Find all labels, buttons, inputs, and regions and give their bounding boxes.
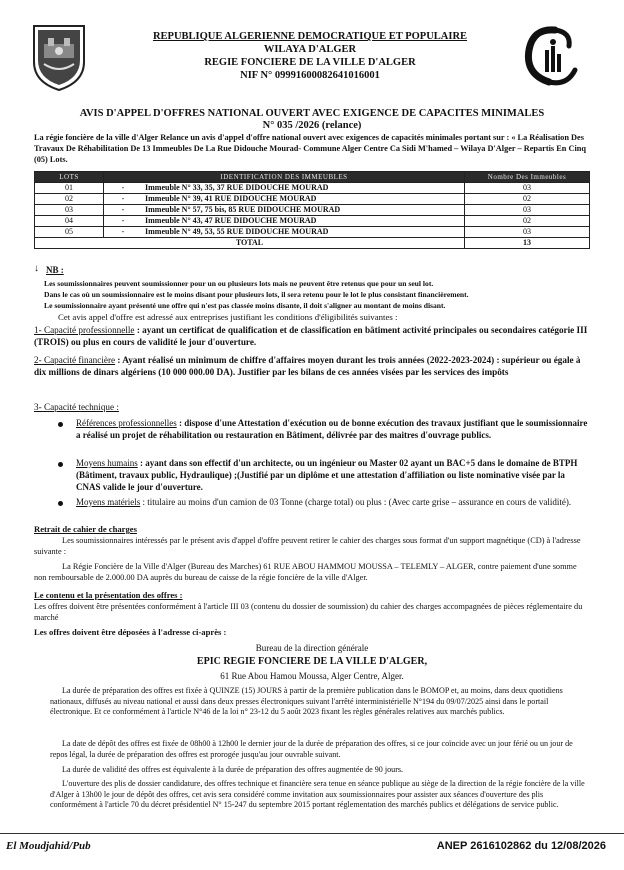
footer-publication: El Moudjahid/Pub bbox=[6, 840, 91, 852]
table-row bbox=[35, 227, 590, 238]
row-dash: - bbox=[104, 227, 143, 238]
building-description: Immeuble N° 57, 75 bis, 85 RUE DIDOUCHE MOURAD bbox=[142, 205, 465, 216]
lot-number: 02 bbox=[35, 194, 104, 205]
depot-title: Les offres doivent être déposées à l'adresse ci-après : bbox=[34, 627, 227, 637]
table-row bbox=[35, 194, 590, 205]
tech-item-label: Moyens humains bbox=[76, 458, 138, 468]
building-description: Immeuble N° 33, 35, 37 RUE DIDOUCHE MOURAD bbox=[142, 183, 465, 194]
bullet-icon bbox=[58, 501, 63, 506]
building-count: 02 bbox=[465, 194, 590, 205]
depot-address-line-2: EPIC REGIE FONCIERE DE LA VILLE D'ALGER, bbox=[196, 656, 428, 667]
footer-divider bbox=[0, 833, 624, 834]
building-count: 03 bbox=[465, 205, 590, 216]
total-value: 13 bbox=[465, 238, 590, 249]
nif-heading: NIF N° 09991600082641016001 bbox=[240, 70, 380, 81]
depot-address-line-1: Bureau de la direction générale bbox=[255, 643, 369, 653]
nb-line-2: Dans le cas où un soumissionnaire est le moins disant pour plusieurs lots, il sera retenu pour le lot le plus consistant financièrement. bbox=[44, 290, 469, 299]
row-dash: - bbox=[104, 216, 143, 227]
capacity-technical-label: 3- Capacité technique : bbox=[34, 402, 119, 412]
tech-item-text: : titulaire au moins d'un camion de 03 Tonne (charge total) ou plus : (Avec carte grise – assurance en cours de validité). bbox=[140, 497, 572, 507]
table-row bbox=[35, 205, 590, 216]
header-lots: LOTS bbox=[35, 172, 104, 183]
row-dash: - bbox=[104, 194, 143, 205]
nb-label: NB : bbox=[46, 265, 64, 275]
regie-heading: REGIE FONCIERE DE LA VILLE D'ALGER bbox=[204, 57, 416, 68]
building-count: 03 bbox=[465, 227, 590, 238]
capacity-professional-text: : ayant un certificat de qualification et de classification en bâtiment activité principales ou secondaires catégorie III (TROIS) ou plus en cours de validité le jour d'ouverture. bbox=[34, 325, 588, 347]
building-count: 03 bbox=[465, 183, 590, 194]
conditions-intro: Cet avis appel d'offre est adressé aux entreprises justifiant les conditions d'éligibilités suivantes : bbox=[58, 312, 398, 322]
tech-item-label: Références professionnelles bbox=[76, 418, 177, 428]
intro-paragraph: La régie foncière de la ville d'Alger Relance un avis d'appel d'offre national ouvert avec exigences de capacités minimales portant sur : « La Réalisation Des Travaux De Réhabilitation De 13 Immeubles De La Rue Didouche Mourad- Commune Alger Centre Ca Sidi M'hamed – Wilaya D'Alger – Repartis En Cinq (05) Lots. bbox=[34, 133, 586, 164]
table-row bbox=[35, 183, 590, 194]
contenu-title: Le contenu et la présentation des offres : bbox=[34, 590, 183, 600]
building-description: Immeuble N° 49, 53, 55 RUE DIDOUCHE MOURAD bbox=[142, 227, 465, 238]
building-description: Immeuble N° 39, 41 RUE DIDOUCHE MOURAD bbox=[142, 194, 465, 205]
tech-item-material bbox=[76, 496, 590, 508]
lots-table bbox=[34, 171, 590, 249]
capacity-professional bbox=[34, 324, 590, 348]
bullet-icon bbox=[58, 462, 63, 467]
lot-number: 03 bbox=[35, 205, 104, 216]
tech-item-text: : dispose d'une Attestation d'exécution ou de bonne exécution des travaux justifiant que le soumissionnaire a réalisé un projet de réhabilitation ou restauration en Bâtiment, délivrée par des maitres d'ouvrage publics. bbox=[76, 418, 588, 440]
nb-line-1: Les soumissionnaires peuvent soumissionner pour un ou plusieurs lots mais ne peuvent être retenus que pour un seul lot. bbox=[44, 279, 434, 288]
row-dash: - bbox=[104, 183, 143, 194]
building-description: Immeuble N° 43, 47 RUE DIDOUCHE MOURAD bbox=[142, 216, 465, 227]
lot-number: 05 bbox=[35, 227, 104, 238]
tech-item-text: : ayant dans son effectif d'un architecte, ou un ingénieur ou Master 02 ayant un BAC+5 dans le domaine de BTPH (Bâtiment, travaux public, Hydraulique) ;(Justifié par un diplôme et une attestation d'affiliation ou liste nominative visée par la CNAS valide le jour d'ouverture. bbox=[76, 458, 578, 492]
wilaya-heading: WILAYA D'ALGER bbox=[263, 44, 357, 55]
notice-title: AVIS D'APPEL D'OFFRES NATIONAL OUVERT AVEC EXIGENCE DE CAPACITES MINIMALES bbox=[79, 108, 545, 119]
wilaya-seal-logo bbox=[30, 22, 88, 92]
header-count: Nombre Des Immeubles bbox=[465, 172, 590, 183]
paragraph-deposit-date: La date de dépôt des offres est fixée de 08h00 à 12h00 le dernier jour de la durée de préparation des offres, si ce jour coïncide avec un jour férié ou un jour de repos légal, la durée de préparation des offres est prorogée jusqu'au jour ouvrable suivant. bbox=[50, 739, 573, 759]
table-row bbox=[35, 216, 590, 227]
total-label: TOTAL bbox=[35, 238, 465, 249]
retrait-text-1: Les soumissionnaires intéressés par le présent avis d'appel d'offre peuvent retirer le cahier des charges sous format d'un support magnétique (CD) à l'adresse suivante : bbox=[34, 536, 581, 556]
tech-item-label: Moyens matériels bbox=[76, 497, 141, 507]
retrait-title: Retrait de cahier de charges bbox=[34, 524, 137, 534]
republic-heading: REPUBLIQUE ALGERIENNE DEMOCRATIQUE ET POPULAIRE bbox=[152, 31, 468, 42]
footer-anep-reference: ANEP 2616102862 du 12/08/2026 bbox=[436, 840, 606, 852]
nb-arrow-icon: ↓ bbox=[34, 263, 39, 274]
tech-item-references bbox=[76, 417, 590, 441]
notice-number: N° 035 /2026 (relance) bbox=[262, 120, 362, 131]
retrait-text-2: La Régie Foncière de la Ville d'Alger (Bureau des Marches) 61 RUE ABOU HAMMOU MOUSSA – TELEMLY – ALGER, contre paiement d'une somme non remboursable de 2.000.00 DA auprès du bureau de caisse de la régie foncière de la ville d'Alger. bbox=[34, 562, 577, 582]
row-dash: - bbox=[104, 205, 143, 216]
table-total-row bbox=[35, 238, 590, 249]
capacity-professional-label: 1- Capacité professionnelle bbox=[34, 325, 135, 335]
lot-number: 04 bbox=[35, 216, 104, 227]
tech-item-human bbox=[76, 457, 590, 493]
capacity-financial-text: : Ayant réalisé un minimum de chiffre d'affaires moyen durant les trois années (2022-2023-2024) : supérieur ou égale à dix millions de dinars algériens (10 000 000.00 DA). Justifier par les bilans de ces années visées par les services des impôts bbox=[34, 355, 581, 377]
depot-address-line-3: 61 Rue Abou Hamou Moussa, Alger Centre, Alger. bbox=[220, 671, 404, 681]
regie-fonciere-logo bbox=[515, 20, 587, 98]
paragraph-duration: La durée de préparation des offres est fixée à QUINZE (15) JOURS à partir de la première publication dans le BOMOP et, au moins, dans deux quotidiens nationaux, diffusés au niveau national et aussi dans deux presses électroniques suivant l'arrêté interministérielle N°194 du 09/07/2025 ainsi dans le portail électronique. Et ce conformément à l'article N°46 de la loi n° 23-12 du 5 août 2023 fixant les règles générales relatives aux marchés publics. bbox=[50, 686, 563, 717]
paragraph-opening: L'ouverture des plis de dossier candidature, des offres technique et financière sera tenue en séance publique au siège de la direction de la régie foncière de la ville d'Alger à 13h00 le jour de dépôt des offres, cet avis sera considéré comme invitation aux soumissionnaires pour assister aux séances d'ouverture des plis conformément à l'article 70 du décret présidentiel N° 15-247 du septembre 2015 portant réglementation des marchés publics et délégations de service public. bbox=[50, 779, 585, 810]
capacity-financial bbox=[34, 354, 590, 378]
paragraph-validity: La durée de validité des offres est équivalente à la durée de préparation des offres augmentée de 90 jours. bbox=[62, 765, 404, 774]
contenu-text: Les offres doivent être présentées conformément à l'article III 03 (contenu du dossier de soumission) du cahier des charges accompagnées de pièces réglementaire du marché bbox=[34, 602, 583, 622]
building-count: 02 bbox=[465, 216, 590, 227]
capacity-financial-label: 2- Capacité financière bbox=[34, 355, 116, 365]
header-identification: IDENTIFICATION DES IMMEUBLES bbox=[104, 172, 465, 183]
table-header-row bbox=[35, 172, 590, 183]
lot-number: 01 bbox=[35, 183, 104, 194]
nb-line-3: Le soumissionnaire ayant présenté une offre qui n'est pas classée moins disante, il doit s'aligner au montant de moins disant. bbox=[44, 301, 446, 310]
bullet-icon bbox=[58, 422, 63, 427]
